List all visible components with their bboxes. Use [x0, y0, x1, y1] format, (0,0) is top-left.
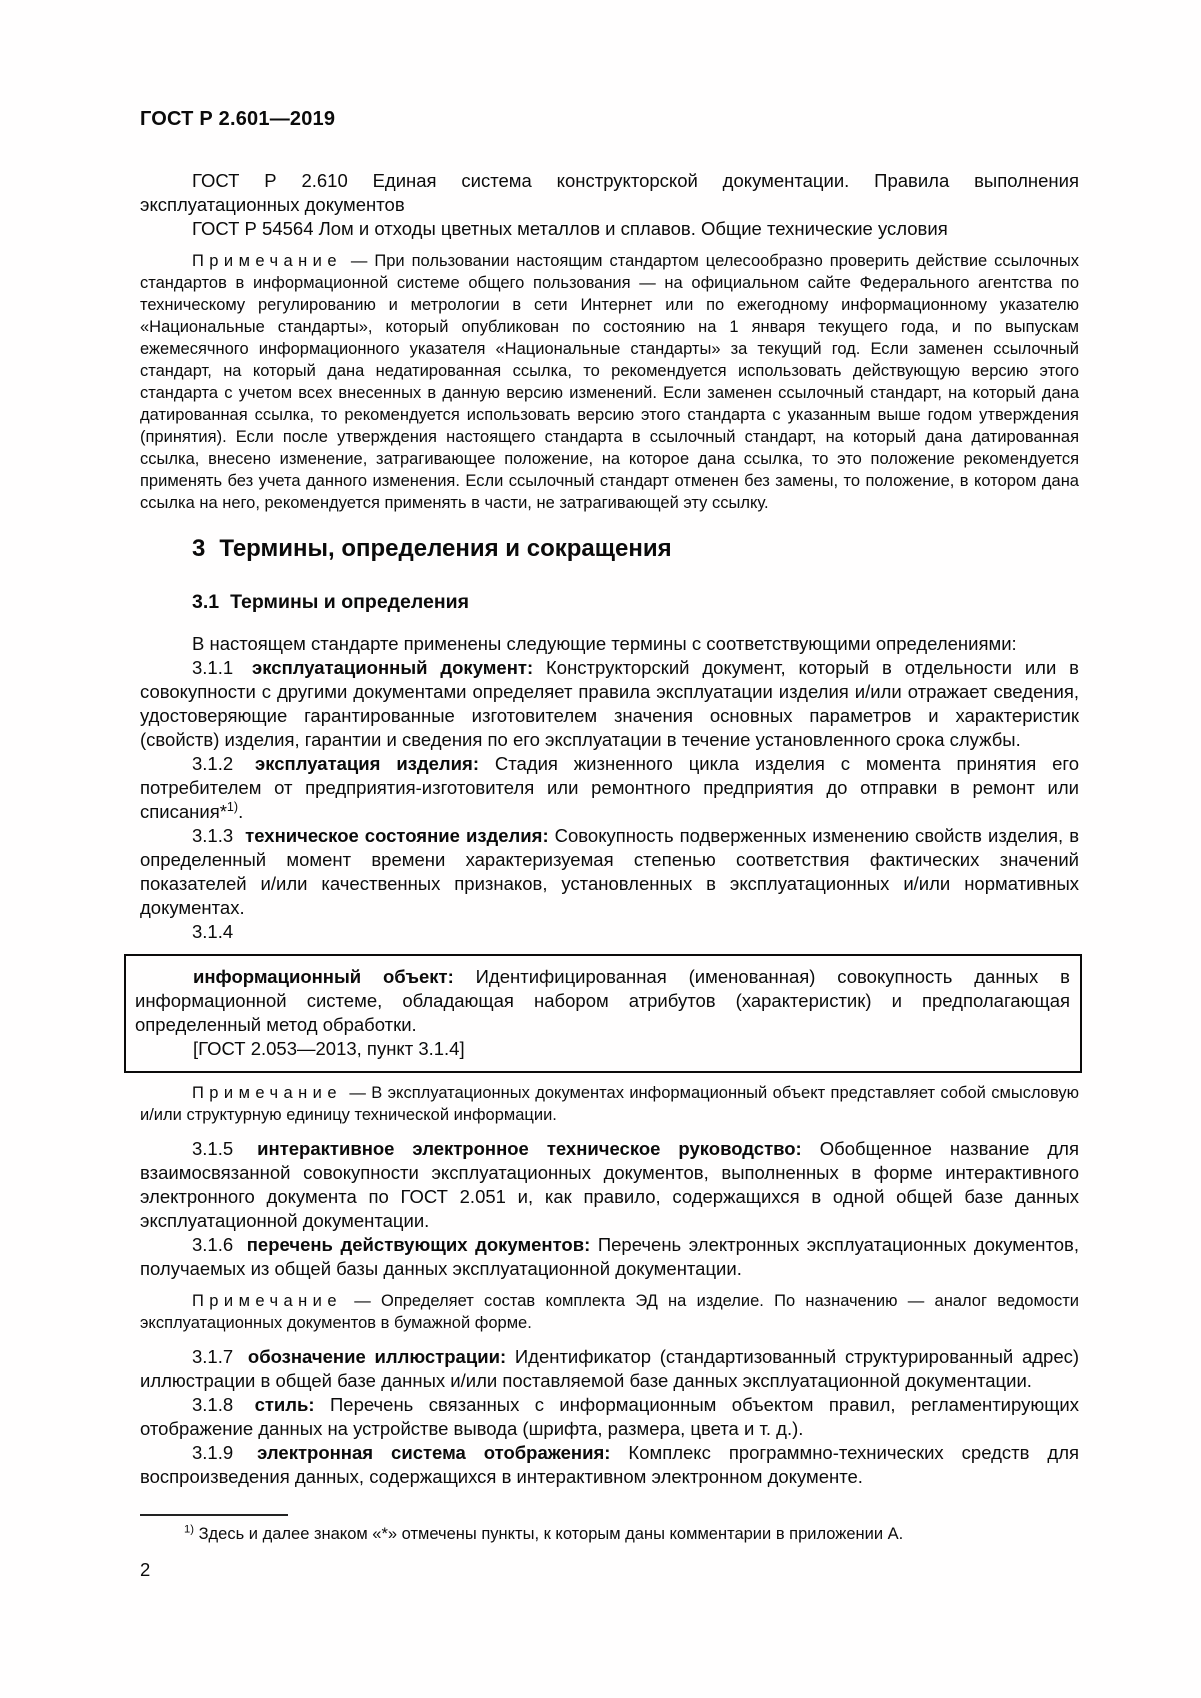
term-definition: Комплекс программно-технических средств для воспроизведения данных, содержащихся в интерактивном электронном документе. [140, 1442, 1080, 1487]
term-3-1-8 [140, 1393, 1079, 1441]
reference-gost-54564: ГОСТ Р 54564 Лом и отходы цветных металлов и сплавов. Общие технические условия [192, 218, 948, 239]
note-label: Примечание [192, 1084, 342, 1102]
term-number: 3.1.3 [192, 825, 234, 846]
term-number: 3.1.7 [192, 1346, 234, 1367]
term-number: 3.1.1 [192, 657, 234, 678]
footnote-divider [140, 1514, 288, 1516]
term-3-1-6 [140, 1233, 1079, 1281]
term-number: 3.1.6 [192, 1234, 234, 1255]
term-definition: Обобщенное название для взаимосвязанной совокупности эксплуатационных документов, выполненных в форме интерактивного электронного документа по ГОСТ 2.051 и, как правило, содержащихся в одной общей базе данных эксплуатационной документации. [140, 1138, 1079, 1231]
term-definition: Совокупность подверженных изменению свойств изделия, в определенный момент времени характеризуемая степенью соответствия фактических значений показателей и/или качественных признаков, установленных в эксплуатационных и/или нормативных документах. [140, 825, 1080, 918]
note-text: — При пользовании настоящим стандартом целесообразно проверить действие ссылочных стандартов в информационной системе общего пользования — на официальном сайте Федерального агентства по техническому регулированию и метрологии в сети Интернет или по ежегодному информационному указателю «Национальные стандарты», который опубликован по состоянию на 1 января текущего года, и по выпускам ежемесячного информационного указателя «Национальные стандарты» за текущий год. Если заменен ссылочный стандарт, на который дана недатированная ссылка, то рекомендуется использовать действующую версию этого стандарта с учетом всех внесенных в данную версию изменений. Если заменен ссылочный стандарт, на который дана датированная ссылка, то рекомендуется использовать версию этого стандарта с указанным выше годом утверждения (принятия). Если после утверждения настоящего стандарта в ссылочный стандарт, на который дана датированная ссылка, внесено изменение, затрагивающее положение, на которое дана ссылка, то это положение рекомендуется применять без учета данного изменения. Если ссылочный стандарт отменен без замены, то положение, в котором дана ссылка на него, рекомендуется применять в части, не затрагивающей эту ссылку. [140, 252, 1079, 512]
footnote-marker: 1) [184, 1523, 194, 1536]
term-name: техническое состояние изделия: [245, 825, 549, 846]
note-label: Примечание [192, 252, 342, 270]
term-3-1-9 [140, 1441, 1079, 1489]
term-3-1-1 [140, 656, 1079, 752]
page-number: 2 [140, 1559, 151, 1580]
term-number: 3.1.5 [192, 1138, 234, 1159]
footnote-block [140, 1514, 1079, 1545]
definition-box [124, 954, 1082, 1073]
term-name: перечень действующих документов: [246, 1234, 591, 1255]
note-text: — В эксплуатационных документах информационный объект представляет собой смысловую и/или структурную единицу технической информации. [140, 1084, 1079, 1124]
term-name: эксплуатация изделия: [255, 753, 479, 774]
term-number: 3.1.9 [192, 1442, 234, 1463]
term-number: 3.1.2 [192, 753, 234, 774]
term-definition: Идентификатор (стандартизованный структурированный адрес) иллюстрации в общей базе данных и/или поставляемой базе данных эксплуатационной документации. [140, 1346, 1080, 1391]
running-header-standard-designation: ГОСТ Р 2.601—2019 [140, 108, 336, 130]
footnote-text: Здесь и далее знаком «*» отмечены пункты, к которым даны комментарии в приложении А. [198, 1525, 904, 1543]
term-3-1-4-number: 3.1.4 [192, 921, 234, 942]
reference-gost-2-610: ГОСТ Р 2.610 Единая система конструкторской документации. Правила выполнения эксплуатационных документов [140, 170, 1079, 215]
term-definition: Конструкторский документ, который в отдельности или в совокупности с другими документами определяет правила эксплуатации изделия и/или отражает сведения, удостоверяющие гарантированные изготовителем значения основных параметров и характеристик (свойств) изделия, гарантии и сведения по его эксплуатации в течение установленного срока службы. [140, 657, 1080, 750]
subsection-3-1-heading [140, 590, 1079, 615]
terms-intro: В настоящем стандарте применены следующие термины с соответствующими определениями: [192, 633, 1017, 654]
term-3-1-2 [140, 752, 1079, 824]
term-definition-end: . [238, 801, 244, 822]
section-title: Термины, определения и сокращения [219, 535, 672, 562]
section-3-heading [140, 534, 1079, 564]
term-3-1-5 [140, 1137, 1079, 1233]
note-text: — Определяет состав комплекта ЭД на изделие. По назначению — аналог ведомости эксплуатационных документов в бумажной форме. [140, 1292, 1079, 1332]
term-name: стиль: [254, 1394, 315, 1415]
subsection-title: Термины и определения [230, 591, 470, 613]
term-name: электронная система отображения: [257, 1442, 611, 1463]
section-number: 3 [192, 535, 206, 562]
term-3-1-3 [140, 824, 1079, 920]
subsection-number: 3.1 [192, 591, 220, 613]
term-definition: Перечень связанных с информационным объектом правил, регламентирующих отображение данных на устройстве вывода (шрифта, размера, цвета и т. д.). [140, 1394, 1080, 1439]
definition-source: [ГОСТ 2.053—2013, пункт 3.1.4] [193, 1038, 465, 1059]
term-name: эксплуатационный документ: [252, 657, 534, 678]
term-number: 3.1.8 [192, 1394, 234, 1415]
note-document-list [140, 1290, 1079, 1334]
boxed-definition [135, 965, 1070, 1037]
term-name: информационный объект: [193, 966, 454, 987]
term-definition: Идентифицированная (именованная) совокупность данных в информационной системе, обладающая набором атрибутов (характеристик) и предполагающая определенный метод обработки. [135, 966, 1070, 1035]
term-name: интерактивное электронное техническое руководство: [257, 1138, 802, 1159]
term-definition: Стадия жизненного цикла изделия с момента принятия его потребителем от предприятия-изготовителя или ремонтного предприятия до отправки в ремонт или списания* [140, 753, 1080, 822]
footnote [140, 1523, 1079, 1545]
term-name: обозначение иллюстрации: [247, 1346, 507, 1367]
note-information-object [140, 1082, 1079, 1126]
note-label: Примечание [192, 1292, 342, 1310]
footnote-reference: 1) [226, 799, 239, 814]
term-3-1-7 [140, 1345, 1079, 1393]
term-definition: Перечень электронных эксплуатационных документов, получаемых из общей базы данных эксплуатационной документации. [140, 1234, 1080, 1279]
note-references [140, 250, 1079, 514]
